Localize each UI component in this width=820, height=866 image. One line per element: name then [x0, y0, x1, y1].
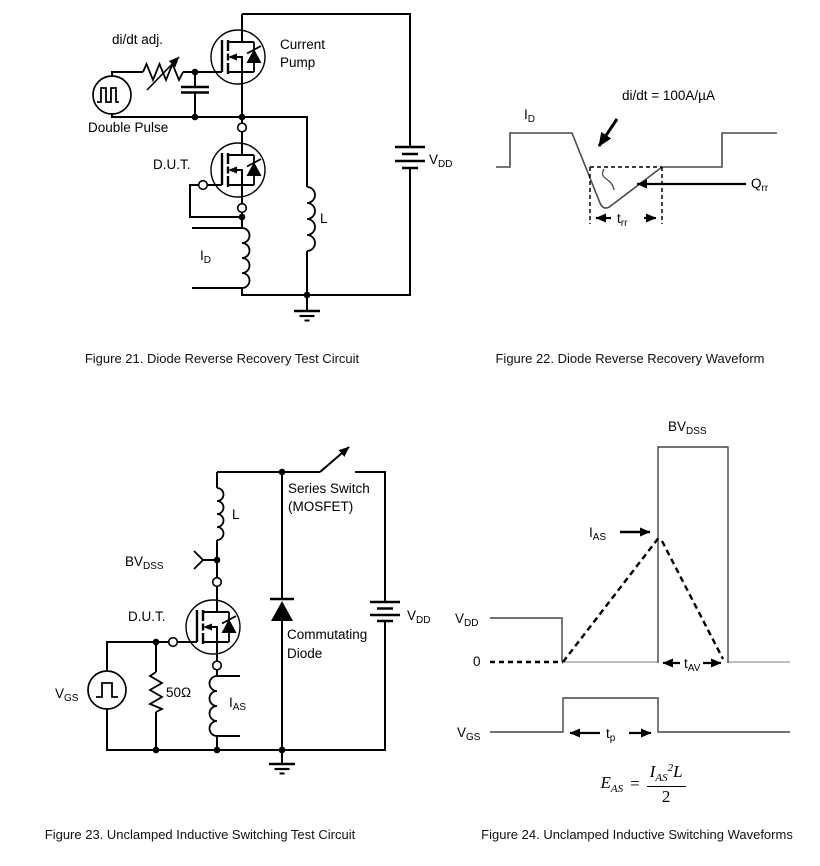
di-dt-adj-label: di/dt adj.	[112, 32, 164, 47]
vdd-label: $V_{DD}$	[455, 611, 479, 629]
series-switch-label-1: Series Switch	[288, 481, 370, 496]
dut-label: D.U.T.	[128, 609, 166, 624]
l-label: L	[320, 211, 328, 226]
current-pump-label-1: Current	[280, 37, 326, 52]
fig24-caption: Figure 24. Unclamped Inductive Switching Waveforms	[481, 827, 793, 842]
resistor-50ohm	[150, 672, 162, 712]
ground-symbol	[269, 750, 295, 774]
vdd-label: $V_{DD}$	[429, 152, 453, 170]
inductor-L	[217, 488, 224, 540]
capacitor	[181, 87, 209, 93]
formula-equals: =	[630, 774, 640, 794]
ias-label: $I_{AS}$	[589, 525, 607, 543]
battery-vdd	[370, 602, 400, 621]
variable-resistor-di-dt	[143, 57, 183, 90]
fig24-waveform-canvas	[440, 400, 820, 824]
ias-label: $I_{AS}$	[229, 695, 247, 713]
tp-label: $t_p$	[606, 726, 616, 744]
series-switch-arm	[320, 447, 349, 472]
eas-formula	[568, 763, 718, 805]
formula-denominator: 2	[661, 786, 671, 806]
formula-numerator: $I_{AS}^2L$	[647, 763, 686, 787]
zero-label: 0	[473, 654, 481, 669]
bvdss-label: $BV_{DSS}$	[668, 419, 707, 437]
double-pulse-label: Double Pulse	[88, 120, 169, 135]
current-pump-label-2: Pump	[280, 55, 316, 70]
commutating-diode	[270, 599, 294, 621]
qrr-leader-squiggle	[603, 169, 614, 190]
id-label: $I_D$	[200, 248, 211, 266]
dut-mosfet	[211, 137, 265, 203]
vgs-pulse-source	[88, 671, 126, 709]
id-label: $I_D$	[524, 107, 535, 125]
formula-lhs: $E_{AS}$	[600, 773, 624, 796]
id-current-sense-coil	[242, 228, 250, 288]
commutating-diode-label-2: Diode	[287, 646, 323, 661]
battery-vdd	[395, 147, 425, 168]
vgs-label: $V_{GS}$	[457, 725, 481, 743]
vgs-pulse-trace	[490, 698, 790, 732]
fig21-wires	[112, 14, 410, 295]
ias-dashed-triangle	[563, 536, 723, 662]
current-pump-mosfet	[211, 24, 265, 90]
trr-label: $t_{rr}$	[617, 211, 628, 229]
ias-current-sense-coil	[210, 676, 218, 736]
id-waveform-trace	[496, 133, 777, 208]
series-switch-label-2: (MOSFET)	[288, 499, 354, 514]
fig21-caption: Figure 21. Diode Reverse Recovery Test Circuit	[84, 351, 360, 366]
double-pulse-source	[93, 76, 131, 114]
di-dt-pointer-arrow	[599, 119, 617, 146]
vgs-label: $V_{GS}$	[55, 686, 79, 704]
qrr-label: $Q_{rr}$	[751, 176, 769, 194]
vdd-step-trace	[490, 618, 562, 662]
fig22-caption: Figure 22. Diode Reverse Recovery Waveform	[495, 351, 765, 366]
bvdss-label: $BV_{DSS}$	[125, 554, 164, 572]
fig21-circuit-canvas	[0, 0, 453, 345]
di-dt-value-label: di/dt = 100A/µA	[622, 88, 715, 103]
tav-label: $t_{AV}$	[684, 656, 701, 674]
fig23-caption: Figure 23. Unclamped Inductive Switching Test Circuit	[44, 827, 356, 842]
inductor-L	[307, 187, 315, 251]
vdd-label: $V_{DD}$	[407, 608, 431, 626]
dut-mosfet	[186, 594, 240, 660]
resistor-value-label: 50Ω	[166, 685, 192, 700]
ground-symbol	[294, 295, 320, 321]
l-label: L	[232, 507, 240, 522]
formula-fraction	[647, 763, 686, 805]
fig23-circuit-canvas	[0, 400, 440, 824]
commutating-diode-label-1: Commutating	[287, 627, 368, 642]
bvdss-probe	[194, 551, 217, 569]
dut-label: D.U.T.	[153, 157, 191, 172]
terminal-circles	[169, 578, 222, 670]
fig22-waveform-canvas	[440, 0, 820, 345]
